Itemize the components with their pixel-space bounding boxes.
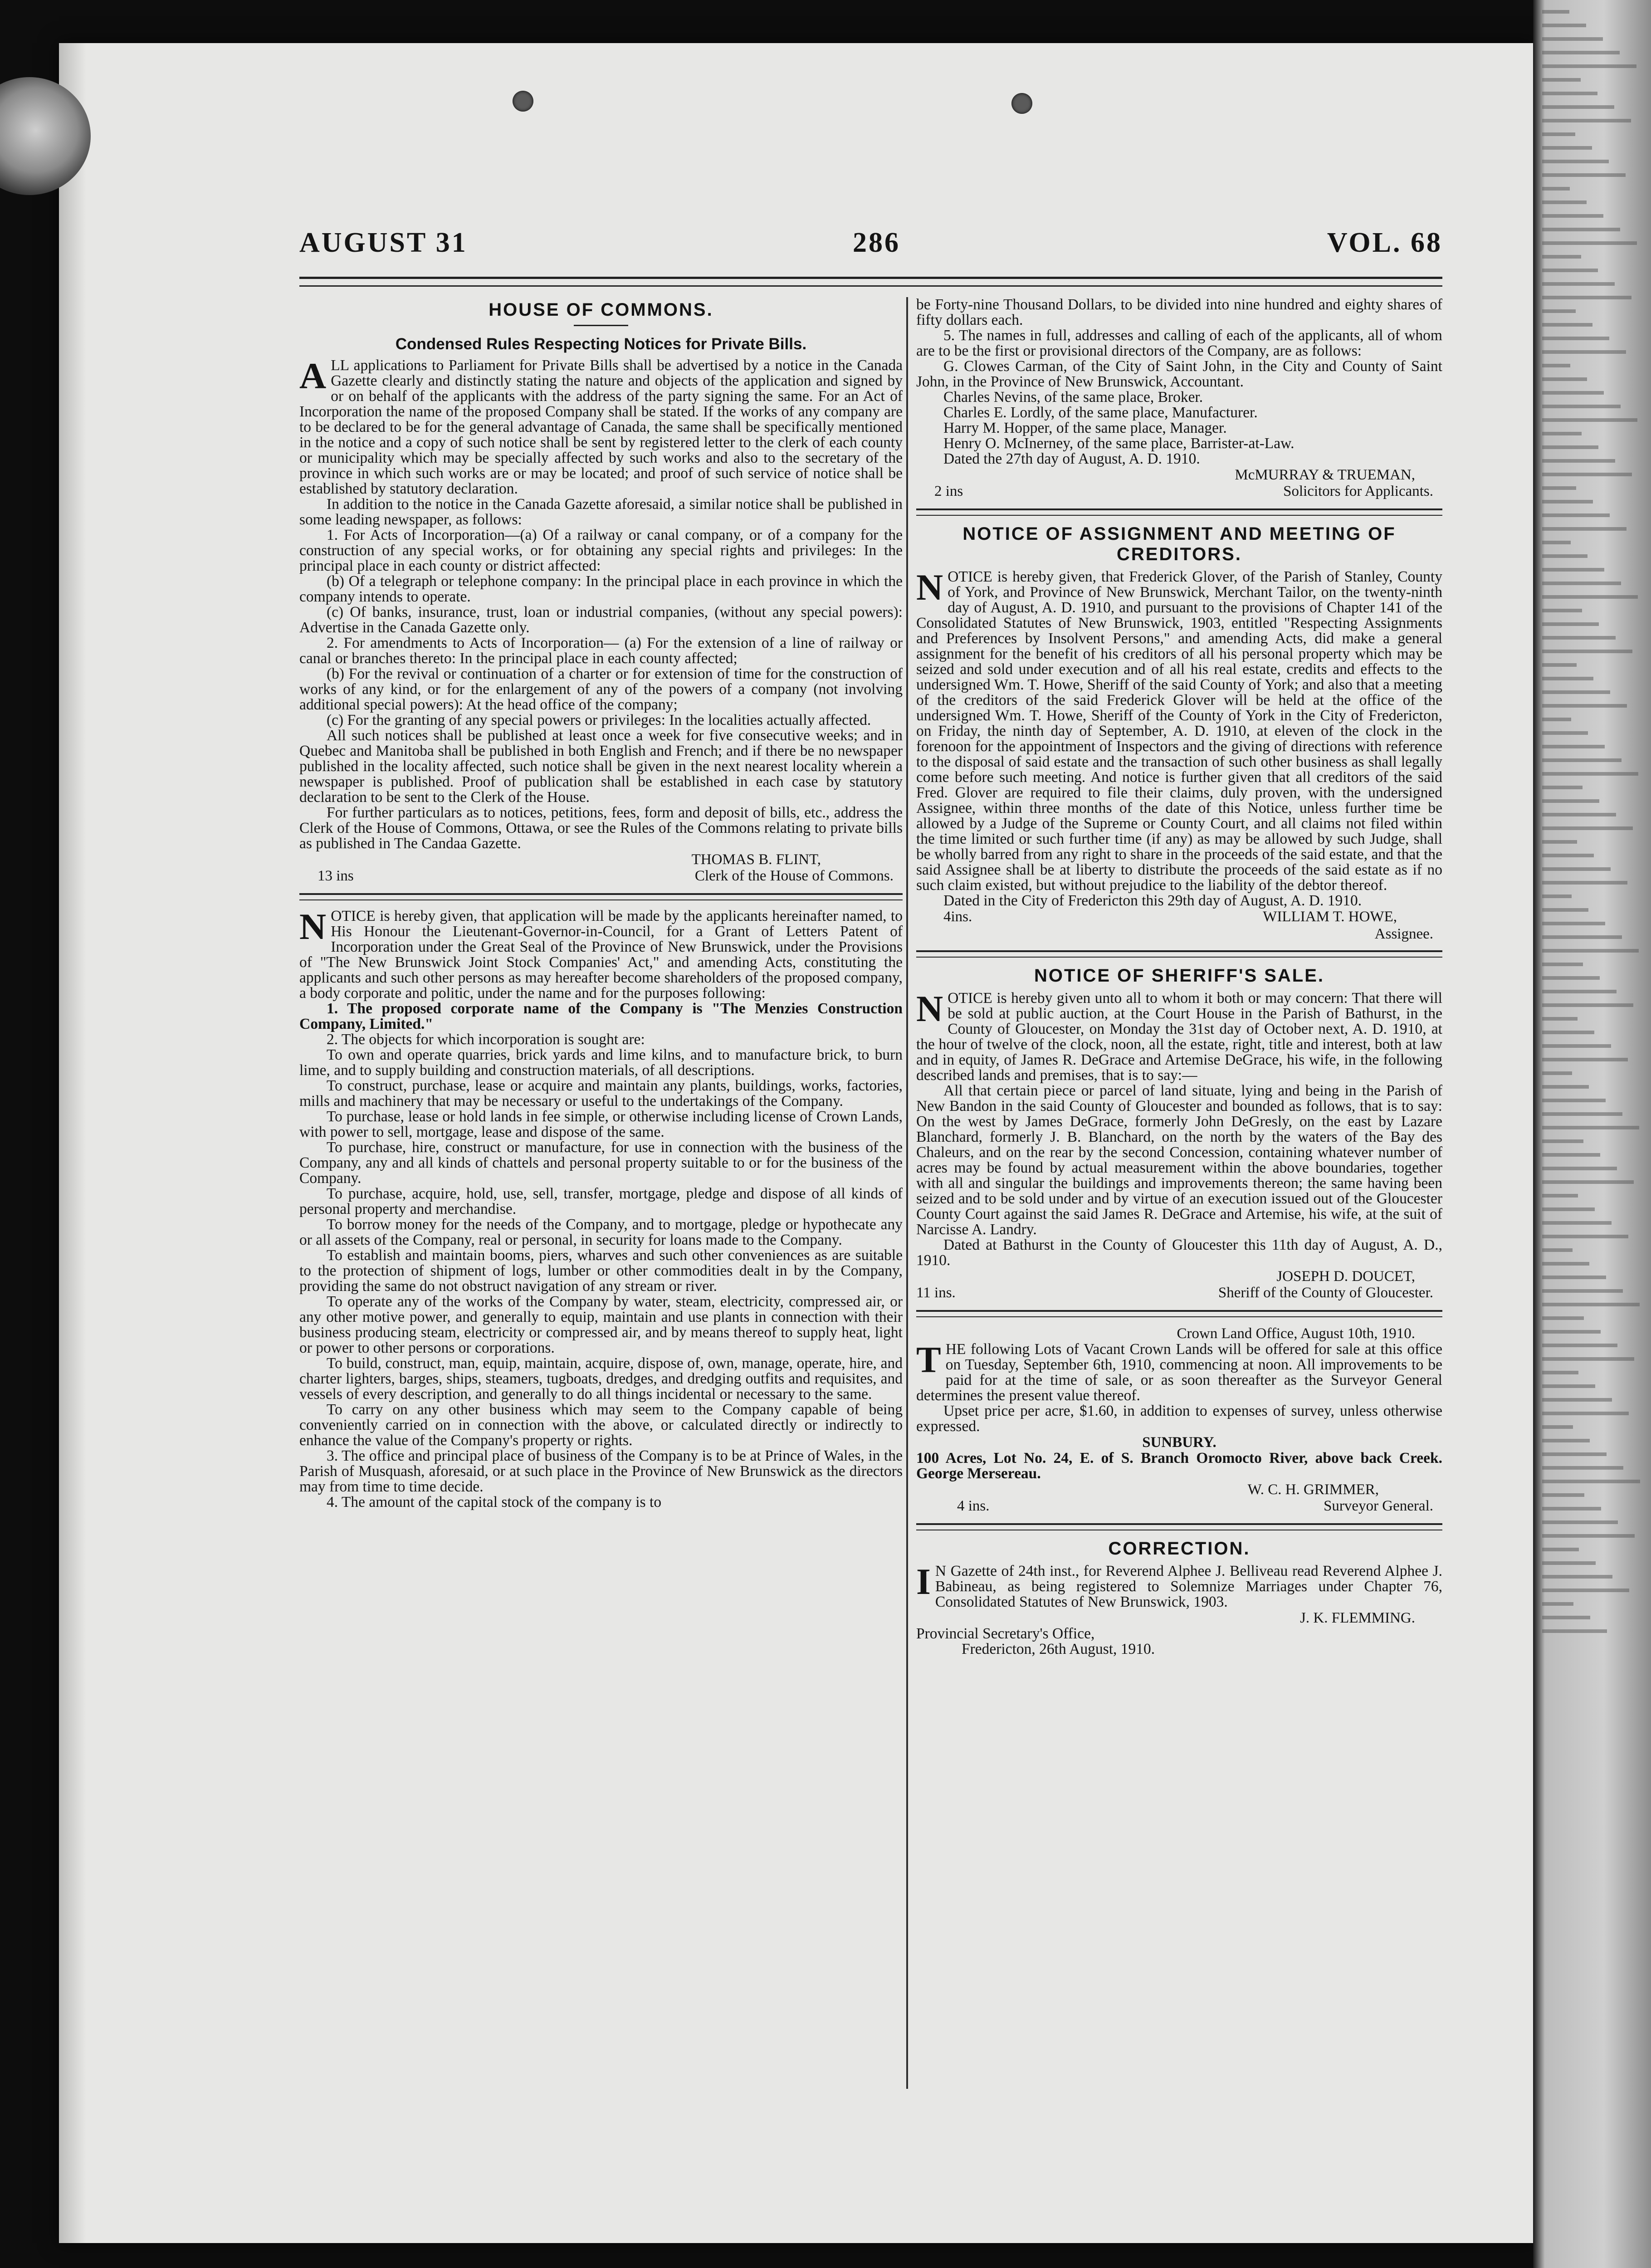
adjacent-text-line: [1542, 296, 1631, 299]
adjacent-text-line: [1542, 37, 1603, 41]
adjacent-text-line: [1542, 1153, 1600, 1157]
paragraph: For further particulars as to notices, petitions, fees, form and deposit of bills, etc., address the Clerk of the House of Commons, Ottawa, or see the Rules of the Commons relating to private bills as published in The Candaa Gazette.: [299, 804, 903, 852]
adjacent-text-line: [1542, 473, 1632, 476]
adjacent-text-line: [1542, 10, 1569, 14]
section-rule: [916, 950, 1442, 958]
adjacent-text-line: [1542, 459, 1615, 463]
section-rule: [299, 893, 903, 900]
adjacent-text-line: [1542, 826, 1633, 830]
adjacent-text-line: [1542, 949, 1639, 953]
adjacent-text-line: [1542, 418, 1637, 422]
adjacent-text-line: [1542, 690, 1610, 694]
paragraph: (c) Of banks, insurance, trust, loan or industrial companies, (without any special powers): Advertise in the Canada Gazette only.: [299, 604, 903, 636]
adjacent-text-line: [1542, 867, 1611, 871]
adjacent-text-line: [1542, 160, 1609, 163]
dateline: Fredericton, 26th August, 1910.: [962, 1641, 1155, 1657]
paragraph: To operate any of the works of the Company by water, steam, electricity, compressed air, or any other motive power, and generally to equip, maintain and use plants in connection with their business producing steam, electricity or compressed air, and by means thereof to supply heat, light or power to other persons or corporations.: [299, 1293, 903, 1356]
insertion-count: 4 ins.: [957, 1498, 990, 1514]
adjacent-text-line: [1542, 500, 1593, 503]
menzies-construction-notice: [299, 906, 903, 1510]
adjacent-text-line: [1542, 377, 1587, 381]
insertion-count: 13 ins: [318, 868, 354, 884]
adjacent-text-line: [1542, 1357, 1634, 1361]
paragraph: Charles E. Lordly, of the same place, Manufacturer.: [943, 404, 1258, 421]
adjacent-text-line: [1542, 1466, 1623, 1470]
adjacent-text-line: [1542, 228, 1620, 231]
adjacent-text-line: [1542, 146, 1592, 150]
adjacent-text-line: [1542, 132, 1575, 136]
header-rule: [299, 277, 1442, 287]
adjacent-text-line: [1542, 1248, 1573, 1252]
adjacent-text-line: [1542, 1520, 1618, 1524]
adjacent-text-line: [1542, 1480, 1640, 1483]
adjacent-text-line: [1542, 1589, 1629, 1592]
adjacent-text-line: [1542, 554, 1588, 558]
adjacent-text-line: [1542, 1017, 1578, 1021]
signer-title: Surveyor General.: [1324, 1498, 1433, 1514]
adjacent-text-line: [1542, 1071, 1572, 1075]
paragraph: be Forty-nine Thousand Dollars, to be divided into nine hundred and eighty shares of fifty dollars each.: [916, 297, 1442, 328]
paragraph: 5. The names in full, addresses and calling of each of the applicants, all of whom are to be the first or provisional directors of the Company, are as follows:: [916, 327, 1442, 359]
paragraph: Henry O. McInerney, of the same place, Barrister-at-Law.: [943, 435, 1294, 452]
signer-name: THOMAS B. FLINT,: [691, 851, 821, 868]
paragraph: To purchase, hire, construct or manufacture, for use in connection with the business of the Company, any and all kinds of chattels and personal property suitable to or for the business of the Company.: [299, 1139, 903, 1187]
adjacent-text-line: [1542, 51, 1620, 54]
section-rule: [916, 1310, 1442, 1317]
paragraph: To construct, purchase, lease or acquire and maintain any plants, buildings, works, factories, mills and machinery that may be necessary or useful to the undertakings of the Company.: [299, 1077, 903, 1110]
adjacent-text-line: [1542, 541, 1571, 544]
adjacent-text-line: [1542, 568, 1604, 572]
adjacent-text-line: [1542, 1058, 1628, 1061]
paragraph: (b) For the revival or continuation of a charter or for extension of time for the construction of works of any kind, or for the enlargement of any of the powers of a company (not involving additional special powers): At the head office of the company;: [299, 665, 903, 713]
adjacent-text-line: [1542, 486, 1576, 490]
house-of-commons-notice: [299, 300, 903, 885]
adjacent-text-line: [1542, 1180, 1634, 1184]
adjacent-text-line: [1542, 622, 1599, 626]
drop-cap: A: [299, 355, 327, 396]
paragraph: To build, construct, man, equip, maintain, acquire, dispose of, own, manage, operate, hire, and charter lighters, barges, ships, steamers, tugboats, dredges, and dredging outfits and requisites, and vessels of every description, and generally to do all things incidental or necessary to the same.: [299, 1355, 903, 1403]
section-title: NOTICE OF ASSIGNMENT AND MEETING OF CREDITORS.: [962, 524, 1396, 564]
paragraph: Harry M. Hopper, of the same place, Manager.: [943, 420, 1227, 436]
crown-land-notice: [916, 1325, 1442, 1515]
adjacent-text-line: [1542, 255, 1581, 259]
adjacent-text-line: [1542, 976, 1600, 980]
adjacent-text-line: [1542, 1371, 1578, 1374]
header-date: AUGUST 31: [299, 227, 468, 258]
adjacent-text-line: [1542, 609, 1582, 612]
adjacent-text-line: [1542, 663, 1577, 667]
signature-row: [916, 1498, 1442, 1515]
adjacent-text-line: [1542, 214, 1603, 218]
paragraph: (c) For the granting of any special powers or privileges: In the localities actually affected.: [327, 712, 871, 728]
right-column: [916, 297, 1442, 2089]
correction-notice: [916, 1539, 1442, 1657]
adjacent-text-line: [1542, 922, 1605, 925]
adjacent-text-line: [1542, 1112, 1622, 1116]
adjacent-text-line: [1542, 881, 1627, 885]
adjacent-text-line: [1542, 1316, 1584, 1320]
paragraph: To establish and maintain booms, piers, wharves and such other conveniences as are suitable to the protection of shipment of logs, lumber or other commodities dealt in by the Company, providing the same do not obstruct navigation of any stream or river.: [299, 1247, 903, 1295]
paragraph: N Gazette of 24th inst., for Reverend Alphee J. Belliveau read Reverend Alphee J. Babineau, as being registered to Solemnize Marriages under Chapter 76, Consolidated Statutes of New Brunswick, 1903.: [935, 1563, 1442, 1610]
adjacent-text-line: [1542, 1398, 1612, 1402]
adjacent-text-line: [1542, 269, 1598, 272]
adjacent-text-line: [1542, 718, 1571, 721]
signature-row: [299, 868, 903, 885]
paragraph: 1. For Acts of Incorporation—(a) Of a railway or canal company, or of a company for the construction of any special works, or for obtaining any special rights and privileges: In the principal place in each county or district affected:: [299, 527, 903, 574]
paragraph: HE following Lots of Vacant Crown Lands will be offered for sale at this office on Tuesday, September 6th, 1910, commencing at noon. All improvements to be paid for at the time of sale, or as soon thereafter as the Surveyor General determines the present value thereof.: [916, 1341, 1442, 1404]
signer-name: JOSEPH D. DOUCET,: [1276, 1268, 1415, 1285]
adjacent-text-line: [1542, 1412, 1629, 1415]
paragraph: Dated in the City of Fredericton this 29th day of August, A. D. 1910.: [943, 892, 1362, 909]
adjacent-text-line: [1542, 1575, 1612, 1579]
adjacent-text-line: [1542, 1167, 1617, 1170]
adjacent-text-line: [1542, 1534, 1635, 1538]
adjacent-text-line: [1542, 786, 1583, 789]
adjacent-text-line: [1542, 1031, 1594, 1034]
adjacent-text-line: [1542, 582, 1621, 585]
drop-cap: N: [916, 567, 943, 608]
adjacent-text-line: [1542, 1548, 1579, 1551]
adjacent-text-line: [1542, 894, 1572, 898]
adjacent-text-line: [1542, 391, 1604, 395]
section-rule: [916, 1523, 1442, 1530]
section-subtitle: Condensed Rules Respecting Notices for Private Bills.: [395, 335, 807, 353]
section-title: HOUSE OF COMMONS.: [488, 300, 713, 320]
binding-hole: [513, 91, 533, 112]
lot-description: 100 Acres, Lot No. 24, E. of S. Branch Oromocto River, above back Creek. George Mersereau.: [916, 1450, 1442, 1482]
insertion-count: 2 ins: [934, 483, 963, 499]
dateline: Crown Land Office, August 10th, 1910.: [1177, 1325, 1415, 1342]
running-header: [299, 227, 1442, 268]
adjacent-text-line: [1542, 1439, 1590, 1442]
adjacent-text-line: [1542, 323, 1592, 327]
assignment-notice: [916, 524, 1442, 942]
adjacent-text-line: [1542, 636, 1616, 640]
adjacent-text-line: [1542, 92, 1597, 95]
adjacent-text-line: [1542, 1507, 1601, 1510]
paragraph: To purchase, acquire, hold, use, sell, transfer, mortgage, pledge and dispose of all kinds of personal property and merchandise.: [299, 1185, 903, 1217]
adjacent-text-line: [1542, 241, 1637, 245]
adjacent-text-line: [1542, 1629, 1607, 1633]
adjacent-text-line: [1542, 78, 1581, 82]
signature-row: [916, 1285, 1442, 1302]
adjacent-text-line: [1542, 119, 1631, 122]
adjacent-text-line: [1542, 990, 1617, 993]
sheriff-sale-notice: [916, 966, 1442, 1302]
adjacent-text-line: [1542, 1493, 1584, 1497]
adjacent-text-line: [1542, 758, 1622, 762]
adjacent-text-line: [1542, 908, 1588, 912]
adjacent-text-line: [1542, 1276, 1606, 1279]
adjacent-text-line: [1542, 1262, 1589, 1266]
adjacent-text-line: [1542, 105, 1614, 109]
adjacent-text-line: [1542, 731, 1588, 735]
signature-row: [916, 909, 1442, 926]
paragraph: Dated at Bathurst in the County of Gloucester this 11th day of August, A. D., 1910.: [916, 1237, 1442, 1269]
adjacent-text-line: [1542, 513, 1610, 517]
paragraph: LL applications to Parliament for Private Bills shall be advertised by a notice in the Canada Gazette clearly and distinctly stating the nature and objects of the application and signed by or on behalf of the applicants with the address of the party signing the same. For an Act of Incorporation the name of the proposed Company shall be stated. If the works of any company are to be declared to be for the general advantage of Canada, the same shall be specifically mentioned in the notice and a copy of such notice shall be sent by registered letter to the clerk of each county or municipality which may be specially affected by such works and also to the secretary of the province in which such works are or may be located; and proof of such service of notice shall be established by statutory declaration.: [299, 357, 903, 497]
paragraph: Charles Nevins, of the same place, Broker.: [943, 389, 1203, 406]
paragraph: 3. The office and principal place of business of the Company is to be at Prince of Wales, in the Parish of Musquash, aforesaid, or at such place in the Province of New Brunswick as the directors may from time to time decide.: [299, 1447, 903, 1495]
adjacent-text-line: [1542, 840, 1577, 844]
signer-title: Clerk of the House of Commons.: [694, 868, 894, 884]
paragraph: In addition to the notice in the Canada Gazette aforesaid, a similar notice shall be published in some leading newspaper, as follows:: [299, 496, 903, 528]
paragraph: 2. For amendments to Acts of Incorporation— (a) For the extension of a line of railway or canal or branches thereto: In the principal place in each county affected;: [299, 635, 903, 667]
paragraph: To borrow money for the needs of the Company, and to mortgage, pledge or hypothecate any or all assets of the Company, real or personal, in security for loans made to the Company.: [299, 1216, 903, 1248]
adjacent-text-line: [1542, 1289, 1623, 1293]
signer-name: McMURRAY & TRUEMAN,: [1235, 467, 1415, 483]
drop-cap: T: [916, 1339, 941, 1380]
adjacent-text-line: [1542, 64, 1636, 68]
drop-cap: N: [299, 906, 327, 947]
paragraph: To carry on any other business which may seem to the Company capable of being conveniently carried on in connection with the above, or calculated directly or indirectly to enhance the value of the Company's property or rights.: [299, 1401, 903, 1449]
adjacent-text-line: [1542, 1384, 1595, 1388]
signer-name: W. C. H. GRIMMER,: [1247, 1481, 1379, 1498]
title-rule: [574, 325, 628, 326]
paragraph: 4. The amount of the capital stock of the company is to: [327, 1494, 662, 1510]
adjacent-text-line: [1542, 1344, 1617, 1347]
adjacent-text-line: [1542, 432, 1582, 435]
adjacent-text-line: [1542, 745, 1605, 748]
adjacent-text-line: [1542, 1235, 1628, 1238]
paragraph: Dated the 27th day of August, A. D. 1910.: [943, 450, 1200, 467]
adjacent-text-line: [1542, 405, 1621, 408]
adjacent-text-line: [1542, 309, 1576, 313]
drop-cap: N: [916, 988, 943, 1029]
adjacent-text-line: [1542, 935, 1622, 939]
adjacent-text-line: [1542, 1303, 1640, 1306]
adjacent-text-line: [1542, 337, 1609, 340]
adjacent-text-line: [1542, 1139, 1583, 1143]
paragraph: OTICE is hereby given, that Frederick Glover, of the Parish of Stanley, County of York, and Province of New Brunswick, Merchant Tailor, on the twenty-ninth day of August, A. D. 1910, and pursuant to the provisions of Chapter 141 of the Consolidated Statutes of New Brunswick, 1903, entitled "Respecting Assignments and Preferences by Insolvent Persons," and amending Acts, did make a general assignment for the benefit of his creditors of all his personal property which may be seized and sold under execution and of all his real estate, credits and effects to the undersigned Wm. T. Howe, Sheriff of the said County of York; and also that a meeting of the creditors of the said Frederick Glover will be held at the office of the undersigned Wm. T. Howe, Sheriff of the County of York in the City of Fredericton, on Friday, the ninth day of September, A. D. 1910, at eleven of the clock in the forenoon for the appointment of Inspectors and the giving of directions with reference to the disposal of said estate and the transaction of such other business as shall legally come before such meeting. And notice is further given that all creditors of the said Fred. Glover are required to file their claims, duly proven, with the undersigned Assignee, within three months of the date of this Notice, unless further time be allowed by a Judge of the Supreme or County Court, and all claims not filed within the time limited or such further time (if any) as may be allowed by such Judge, shall be wholly barred from any right to share in the proceeds of the said estate, and that the said Assignee shall be at liberty to distribute the proceeds of the said estate as if no such claim existed, but without prejudice to the liability of the debtor thereof.: [916, 568, 1442, 894]
adjacent-text-line: [1542, 1330, 1601, 1334]
paragraph: All such notices shall be published at least once a week for five consecutive weeks; and in Quebec and Manitoba shall be published in both English and French; and if there be no newspaper published in the locality affected, such notice shall be given in the next nearest locality wherein a newspaper is published. Proof of publication shall be established in each case by statutory declaration to be sent to the Clerk of the House.: [299, 727, 903, 806]
adjacent-text-line: [1542, 200, 1587, 204]
adjacent-text-line: [1542, 527, 1627, 531]
section-title: CORRECTION.: [1108, 1539, 1250, 1559]
signer-title: Assignee.: [1374, 926, 1433, 942]
page-fold-shadow: [59, 43, 86, 2243]
signer-name: WILLIAM T. HOWE,: [1263, 909, 1397, 925]
adjacent-text-line: [1542, 813, 1616, 816]
adjacent-text-line: [1542, 1616, 1590, 1619]
paragraph: 2. The objects for which incorporation is sought are:: [327, 1031, 645, 1048]
adjacent-text-line: [1542, 1425, 1573, 1429]
adjacent-text-line: [1542, 704, 1627, 708]
signature-row: [916, 483, 1442, 500]
adjacent-text-line: [1542, 1207, 1595, 1211]
column-divider: [906, 297, 908, 2089]
paragraph: To purchase, lease or hold lands in fee simple, or otherwise including license of Crown Lands, with power to sell, mortgage, lease and dispose of the same.: [299, 1108, 903, 1140]
adjacent-text-line: [1542, 1085, 1589, 1089]
section-rule: [916, 508, 1442, 516]
adjacent-text-line: [1542, 1044, 1611, 1048]
section-title: NOTICE OF SHERIFF'S SALE.: [1034, 966, 1325, 986]
paragraph: To own and operate quarries, brick yards and lime kilns, and to manufacture brick, to burn lime, and to supply building and construction materials, of all descriptions.: [299, 1046, 903, 1079]
insertion-count: 4ins.: [943, 909, 972, 925]
adjacent-text-line: [1542, 799, 1599, 803]
drop-cap: I: [916, 1561, 931, 1602]
adjacent-text-line: [1542, 187, 1570, 191]
adjacent-text-line: [1542, 1221, 1612, 1225]
adjacent-text-line: [1542, 1452, 1607, 1456]
adjacent-text-line: [1542, 1099, 1606, 1102]
adjacent-text-line: [1542, 1126, 1639, 1129]
adjacent-text-line: [1542, 963, 1583, 966]
paragraph: All that certain piece or parcel of land situate, lying and being in the Parish of New Bandon in the said County of Gloucester and bounded as follows, that is to say: On the west by James DeGrace, formerly John DeGresly, on the east by Lazare Blanchard, formerly J. B. Blanchard, on the north by the waters of the Bay des Chaleurs, and on the rear by the second Concession, containing whatever number of acres may be found by actual measurement within the above boundaries, together with all and singular the buildings and improvements thereon; the same having been seized and to be sold under and by virtue of an execution issued out of the Gloucester County Court against the said James R. DeGrace and Artemise, his wife, at the suit of Narcisse A. Landry.: [916, 1082, 1442, 1238]
adjacent-text-line: [1542, 1194, 1578, 1198]
signer-title: Solicitors for Applicants.: [1283, 483, 1433, 499]
adjacent-text-line: [1542, 650, 1632, 653]
adjacent-text-line: [1542, 350, 1626, 354]
binding-hole: [1011, 93, 1032, 114]
header-volume: VOL. 68: [1327, 227, 1442, 258]
insertion-count: 11 ins.: [916, 1285, 956, 1301]
adjacent-text-line: [1542, 772, 1638, 776]
page-number: 286: [853, 227, 900, 258]
adjacent-text-line: [1542, 854, 1594, 857]
menzies-construction-notice-continued: [916, 297, 1442, 500]
adjacent-text-line: [1542, 282, 1615, 286]
adjacent-text-line: [1542, 1003, 1633, 1007]
signer-name: J. K. FLEMMING.: [1300, 1610, 1415, 1626]
paragraph: (b) Of a telegraph or telephone company: In the principal place in each province in which the company intends to operate.: [299, 573, 903, 605]
left-column: [299, 297, 903, 2089]
adjacent-text-line: [1542, 1561, 1596, 1565]
paragraph: OTICE is hereby given, that application will be made by the applicants hereinafter named, to His Honour the Lieutenant-Governor-in-Council, for a Grant of Letters Patent of Incorporation under the Great Seal of the Province of New Brunswick, under the Provisions of "The New Brunswick Joint Stock Companies' Act," and amending Acts, constituting the applicants and such other persons as may hereafter become shareholders of the proposed company, a body corporate and politic, under the name and for the purposes following:: [299, 908, 903, 1002]
adjacent-text-line: [1542, 595, 1638, 599]
adjacent-text-line: [1542, 173, 1626, 177]
paragraph: OTICE is hereby given unto all to whom it both or may concern: That there will be sold at public auction, at the Court House in the Parish of Bathurst, in the County of Gloucester, on Monday the 31st day of October next, A. D. 1910, at the hour of twelve of the clock, noon, all the estate, right, title and interest, both at law and in equity, of James R. DeGrace and Artemise DeGrace, his wife, in the following described lands and premises, that is to say:—: [916, 990, 1442, 1084]
adjacent-text-line: [1542, 24, 1586, 27]
adjacent-text-line: [1542, 677, 1593, 680]
adjacent-text-line: [1542, 364, 1570, 367]
adjacent-text-line: [1542, 445, 1598, 449]
county-heading: SUNBURY.: [1142, 1434, 1216, 1451]
adjacent-text-line: [1542, 1602, 1573, 1606]
paragraph: G. Clowes Carman, of the City of Saint John, in the City and County of Saint John, in the Province of New Brunswick, Accountant.: [916, 358, 1442, 390]
adjacent-page-edge: [1533, 0, 1651, 2268]
paragraph: Upset price per acre, $1.60, in addition to expenses of survey, unless otherwise expressed.: [916, 1403, 1442, 1435]
signer-title: Sheriff of the County of Gloucester.: [1218, 1285, 1433, 1301]
paragraph: 1. The proposed corporate name of the Company is "The Menzies Construction Company, Limited.": [299, 1000, 903, 1032]
office-line: Provincial Secretary's Office,: [916, 1625, 1095, 1642]
